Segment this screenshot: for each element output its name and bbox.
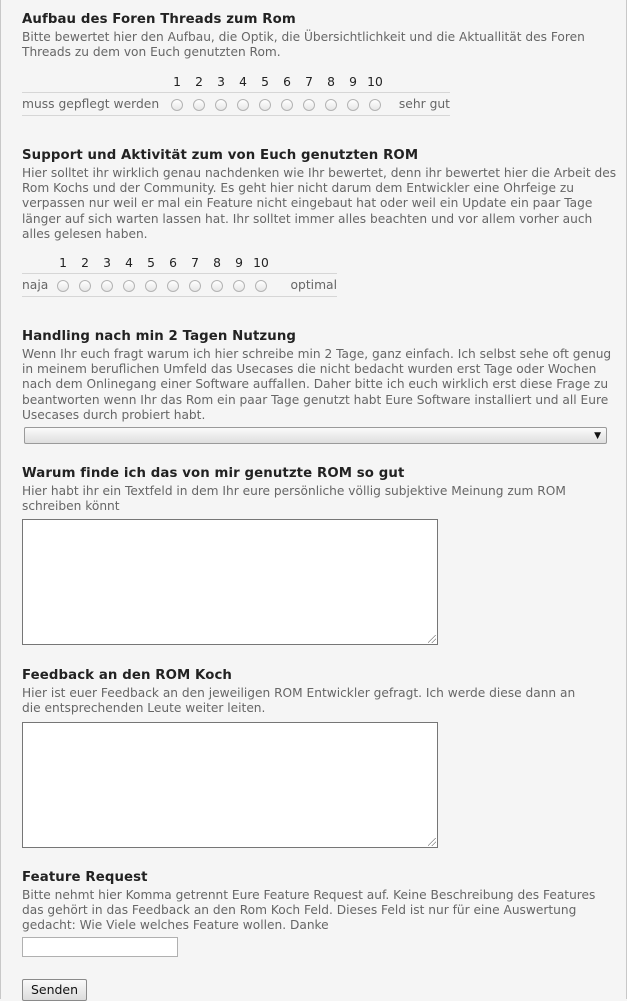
support-radio-3[interactable] xyxy=(101,280,113,292)
support-scale-number: 2 xyxy=(81,256,89,270)
support-radio-8[interactable] xyxy=(211,280,223,292)
resize-grip-icon[interactable] xyxy=(428,635,436,643)
support-radio-9[interactable] xyxy=(233,280,245,292)
support-low-label: naja xyxy=(22,274,52,297)
support-scale-number: 1 xyxy=(59,256,67,270)
handling-select[interactable] xyxy=(24,427,607,444)
aufbau-radio-2[interactable] xyxy=(193,99,205,111)
dropdown-arrow-icon: ▼ xyxy=(594,431,601,441)
aufbau-low-label: muss gepflegt werden xyxy=(22,93,166,116)
aufbau-radio-5[interactable] xyxy=(259,99,271,111)
support-radio-2[interactable] xyxy=(79,280,91,292)
support-radio-4[interactable] xyxy=(123,280,135,292)
aufbau-scale-number: 3 xyxy=(217,75,225,89)
aufbau-radio-7[interactable] xyxy=(303,99,315,111)
aufbau-radio-4[interactable] xyxy=(237,99,249,111)
aufbau-scale-number: 6 xyxy=(283,75,291,89)
aufbau-scale-number: 2 xyxy=(195,75,203,89)
aufbau-title: Aufbau des Foren Threads zum Rom xyxy=(22,12,296,27)
aufbau-description: Bitte bewertet hier den Aufbau, die Optik, die Übersichtlichkeit und die Aktuallität des Foren Threads zu dem von Euch genutzten Rom. xyxy=(22,30,585,60)
support-scale-number: 5 xyxy=(147,256,155,270)
aufbau-scale-number: 5 xyxy=(261,75,269,89)
support-high-label: optimal xyxy=(272,274,337,297)
support-description: Hier solltet ihr wirklich genau nachdenken wie Ihr bewertet, denn ihr bewertet hier die Arbeit des Rom Kochs und der Community. Es geht hier nicht darum dem Entwickler eine Ohrfeige zu verpassen nur weil er mal ein Feature nicht eingebaut hat oder weil ein Update ein paar Tage länger auf sich warten lassen hat. Ihr solltet immer alles beachten und vor allem vorher auch alles gelesen haben. xyxy=(22,166,617,241)
support-radio-5[interactable] xyxy=(145,280,157,292)
aufbau-radio-1[interactable] xyxy=(171,99,183,111)
support-scale-number: 8 xyxy=(213,256,221,270)
handling-description: Wenn Ihr euch fragt warum ich hier schreibe min 2 Tage, ganz einfach. Ich selbst sehe oft genug in meinem beruflichen Umfeld das Usecases die nicht bedacht wurden erst Tage oder Wochen nach dem Onlinegang einer Software auffallen. Daher bitte ich euch wirklich erst diese Frage zu beantworten wenn Ihr das Rom ein paar Tage genutzt habt Eure Software installiert und all Eure Usecases durch probiert habt. xyxy=(22,347,612,422)
support-scale-number: 6 xyxy=(169,256,177,270)
support-rating-scale xyxy=(22,253,337,297)
feature-title: Feature Request xyxy=(22,870,148,885)
resize-grip-icon[interactable] xyxy=(428,838,436,846)
support-scale-number: 3 xyxy=(103,256,111,270)
aufbau-scale-number: 7 xyxy=(305,75,313,89)
aufbau-scale-number: 9 xyxy=(349,75,357,89)
support-radio-10[interactable] xyxy=(255,280,267,292)
feedback-textarea[interactable] xyxy=(22,722,438,848)
aufbau-radio-8[interactable] xyxy=(325,99,337,111)
handling-title: Handling nach min 2 Tagen Nutzung xyxy=(22,329,297,344)
aufbau-rating-scale xyxy=(22,72,450,116)
aufbau-radio-10[interactable] xyxy=(369,99,381,111)
aufbau-scale-number: 4 xyxy=(239,75,247,89)
aufbau-radio-9[interactable] xyxy=(347,99,359,111)
feature-description: Bitte nehmt hier Komma getrennt Eure Feature Request auf. Keine Beschreibung des Features das gehört in das Feedback an den Rom Koch Feld. Dieses Feld ist nur für eine Auswertung gedacht: Wie Viele welches Feature wollen. Danke xyxy=(22,888,596,933)
support-scale-number: 7 xyxy=(191,256,199,270)
warum-textarea[interactable] xyxy=(22,519,438,645)
aufbau-high-label: sehr gut xyxy=(386,93,450,116)
aufbau-scale-number: 1 xyxy=(173,75,181,89)
feedback-description: Hier ist euer Feedback an den jeweiligen ROM Entwickler gefragt. Ich werde diese dann an die entsprechenden Leute weiter leiten. xyxy=(22,686,576,716)
aufbau-radio-6[interactable] xyxy=(281,99,293,111)
support-title: Support und Aktivität zum von Euch genutzten ROM xyxy=(22,148,419,163)
aufbau-scale-number: 10 xyxy=(367,75,383,89)
support-radio-1[interactable] xyxy=(57,280,69,292)
support-scale-number: 9 xyxy=(235,256,243,270)
feedback-title: Feedback an den ROM Koch xyxy=(22,668,233,683)
support-scale-number: 4 xyxy=(125,256,133,270)
support-radio-6[interactable] xyxy=(167,280,179,292)
aufbau-radio-3[interactable] xyxy=(215,99,227,111)
support-scale-number: 10 xyxy=(253,256,269,270)
submit-button[interactable]: Senden xyxy=(22,979,87,1001)
aufbau-scale-number: 8 xyxy=(327,75,335,89)
warum-description: Hier habt ihr ein Textfeld in dem Ihr eure persönliche völlig subjektive Meinung zum ROM schreiben könnt xyxy=(22,484,566,514)
support-radio-7[interactable] xyxy=(189,280,201,292)
warum-title: Warum finde ich das von mir genutzte ROM so gut xyxy=(22,466,405,481)
feature-request-input[interactable] xyxy=(22,937,178,957)
